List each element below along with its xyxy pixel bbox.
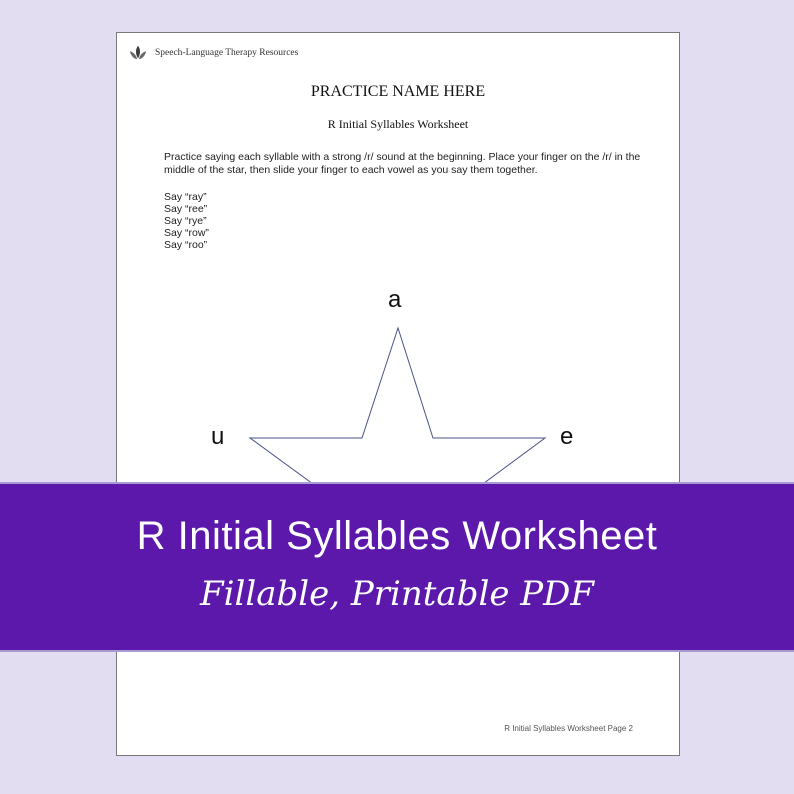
- say-item: Say “ray”: [164, 191, 207, 203]
- vowel-top: a: [388, 286, 402, 313]
- vowel-left: u: [211, 423, 225, 450]
- page-footer: R Initial Syllables Worksheet Page 2: [504, 724, 633, 733]
- say-item: Say “rye”: [164, 215, 207, 227]
- brand-name: Speech-Language Therapy Resources: [155, 48, 299, 58]
- banner-title: R Initial Syllables Worksheet: [136, 514, 658, 558]
- say-item: Say “roo”: [164, 239, 208, 251]
- practice-name-field[interactable]: PRACTICE NAME HERE: [310, 83, 486, 100]
- promo-banner: [0, 482, 794, 652]
- worksheet-title: R Initial Syllables Worksheet: [327, 117, 469, 131]
- say-item: Say “ree”: [164, 203, 208, 215]
- instructions-text: Practice saying each syllable with a strong /r/ sound at the beginning. Place your finger on the /r/ in the middle of the star, then slide your finger to each vowel as you say them together.: [164, 151, 641, 176]
- vowel-right: e: [560, 423, 574, 450]
- say-item: Say “row”: [164, 227, 209, 239]
- banner-subtitle: Fillable, Printable PDF: [200, 574, 594, 614]
